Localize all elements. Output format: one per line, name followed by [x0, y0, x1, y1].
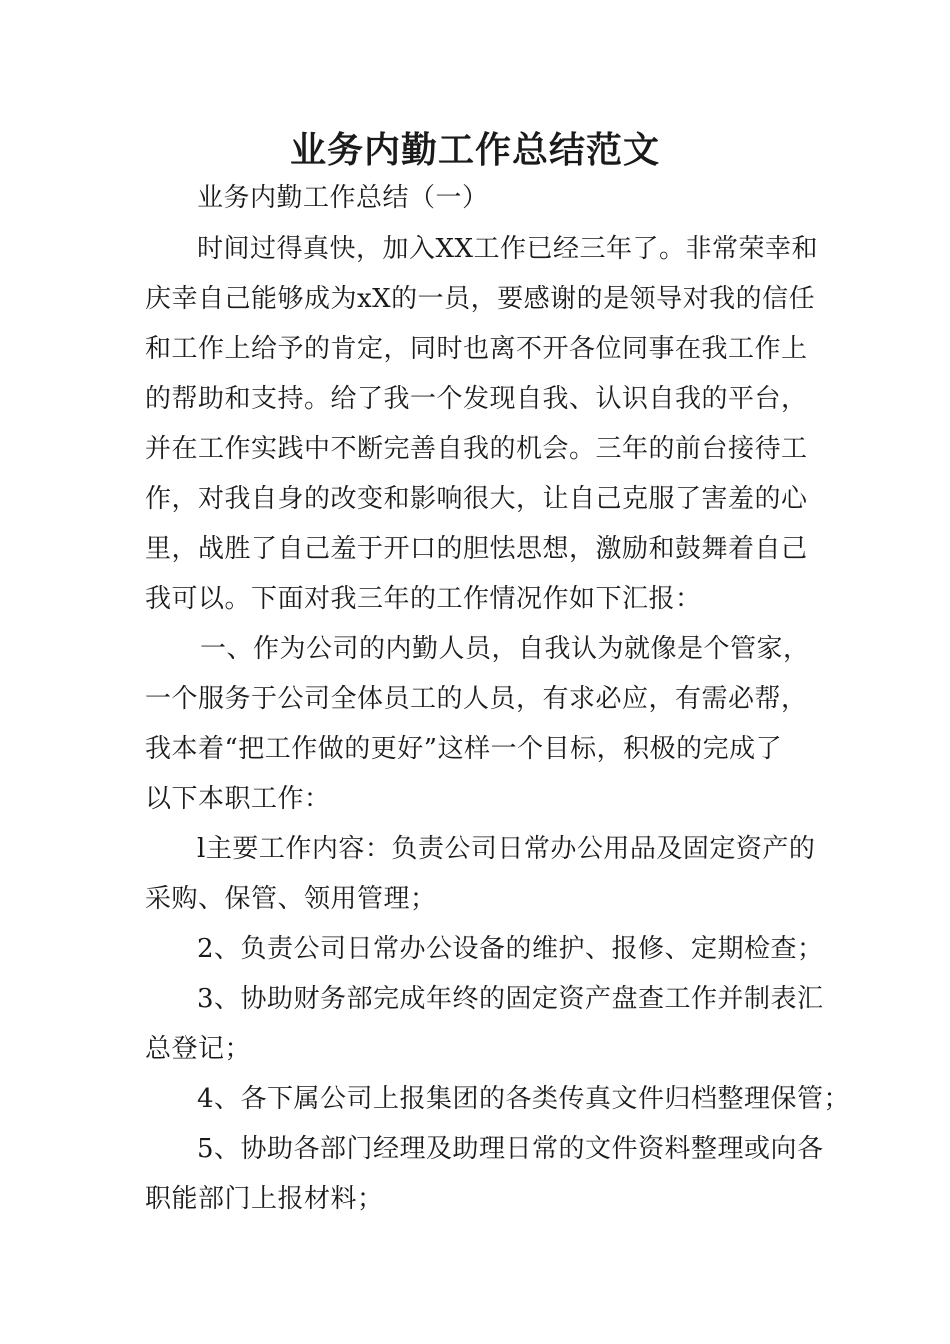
paragraph-line: 我可以。下面对我三年的工作情况作如下汇报：	[145, 584, 702, 614]
list-item-line: l主要工作内容：负责公司日常办公用品及固定资产的	[197, 834, 816, 864]
list-item-line: 职能部门上报材料；	[145, 1184, 384, 1214]
paragraph-line: 庆幸自己能够成为xX的一员，要感谢的是领导对我的信任	[145, 284, 816, 314]
paragraph-line: 以下本职工作：	[145, 784, 331, 814]
list-item-line: 采购、保管、领用管理；	[145, 884, 437, 914]
paragraph-line: 一个服务于公司全体员工的人员，有求必应，有需必帮，	[145, 684, 808, 714]
paragraph-line: 的帮助和支持。给了我一个发现自我、认识自我的平台，	[145, 384, 808, 414]
section-heading: 业务内勤工作总结（一）	[197, 183, 489, 213]
paragraph-line: 里，战胜了自己羞于开口的胆怯思想，激励和鼓舞着自己	[145, 534, 808, 564]
paragraph-line: 作，对我自身的改变和影响很大，让自己克服了害羞的心	[145, 484, 808, 514]
paragraph-line: 和工作上给予的肯定，同时也离不开各位同事在我工作上	[145, 334, 808, 364]
paragraph-line: 并在工作实践中不断完善自我的机会。三年的前台接待工	[145, 434, 808, 464]
paragraph-line: 我本着“把工作做的更好”这样一个目标，积极的完成了	[145, 734, 783, 764]
paragraph-line: 一、作为公司的内勤人员，自我认为就像是个管家，	[200, 634, 810, 664]
list-item-line: 4、各下属公司上报集团的各类传真文件归档整理保管；	[197, 1084, 851, 1114]
list-item-line: 2、负责公司日常办公设备的维护、报修、定期检查；	[197, 934, 824, 964]
paragraph-line: 时间过得真快，加入XX工作已经三年了。非常荣幸和	[197, 234, 819, 264]
list-item-line: 3、协助财务部完成年终的固定资产盘查工作并制表汇	[197, 984, 824, 1014]
list-item-line: 总登记；	[145, 1034, 252, 1064]
document-title: 业务内勤工作总结范文	[289, 129, 660, 171]
list-item-line: 5、协助各部门经理及助理日常的文件资料整理或向各	[197, 1134, 824, 1164]
